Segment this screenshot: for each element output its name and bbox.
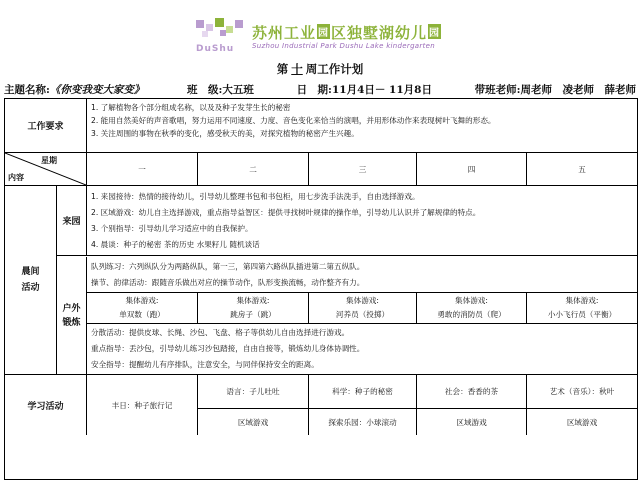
corner-content-label: 内容 [8,173,24,182]
learning-thu-top: 社会：香香的茶 [417,375,527,409]
day-header-thu: 四 [417,153,527,185]
days-header-row [5,153,637,186]
outdoor-divider [87,323,637,324]
learning-wed-top: 科学：种子的秘密 [309,375,417,409]
day-header-wed: 三 [309,153,417,185]
requirement-item: 3. 关注周围的事物在秋季的变化，感受秋天的美，对探究植物的秘密产生兴趣。 [91,129,359,138]
arrival-label: 来园 [57,186,87,256]
group-game-tue: 集体游戏: 跳房子（跳） [198,293,309,323]
day-header-tue: 二 [198,153,309,185]
outdoor-intro-item: 队列练习：六列纵队分为两路纵队，第一三，第四第六路纵队插进第二第五纵队。 [91,262,365,271]
outdoor-notes [87,325,637,374]
requirements-content [87,101,637,152]
morning-label: 晨间 活动 [5,186,57,374]
learning-tue-top: 语言：子儿吐吐 [198,375,309,409]
teachers-info: 带班老师:周老师 凌老师 薛老师 [474,84,636,96]
group-game-mon: 集体游戏: 单双数（跑） [87,293,198,323]
weekly-plan-table [4,98,638,480]
learning-thu-bottom: 区域游戏 [417,409,527,435]
outdoor-label: 户外 锻炼 [57,257,87,374]
outdoor-intro [87,259,637,295]
requirements-row [5,99,637,153]
learning-wed-bottom: 探索乐园：小球滚动 [309,409,417,435]
outdoor-note: 安全指导：提醒幼儿有序排队，注意安全，与同伴保持安全的距离。 [91,360,319,369]
theme-info: 主题名称:《你变我变大家变》 [4,84,145,96]
learning-fri-bottom: 区域游戏 [566,417,598,427]
group-game-wed: 集体游戏: 河养员（投掷） [309,293,417,323]
kindergarten-logo [190,16,470,56]
arrival-item: 1. 来园接待：热情的接待幼儿，引导幼儿整理书包和书包柜，用七步洗手法洗手，自由选择游戏。 [91,192,420,201]
learning-tue-bottom: 区域游戏 [198,409,309,435]
group-game-thu: 集体游戏: 勇敢的消防员（爬） [417,293,527,323]
learning-fri-top: 艺术（音乐）：秋叶 [527,375,637,409]
arrival-item: 4. 晨谈：种子的秘密 茶的历史 水果籽儿 随机谈话 [91,240,260,249]
logo-english-name: Suzhou Industrial Park Dushu Lake kindergarten [252,42,435,50]
logo-chinese-name: 苏州工业 园 区独墅湖幼儿 园 [252,24,441,42]
group-game-fri: 集体游戏: 小小飞行员（平衡） [547,296,617,319]
day-header-mon: 一 [87,153,198,185]
arrival-item: 3. 个别指导：引导幼儿学习适应中的自我保护。 [91,224,253,233]
corner-weekday-label: 星期 [41,156,57,165]
learning-label: 学习活动 [5,375,87,435]
info-line [4,82,636,97]
requirement-item: 2. 能用自然美好的声音歌唱，努力运用不同速度、力度、音色变化来恰当的演唱，并用形体动作来表现树叶飞舞的形态。 [91,116,496,125]
outdoor-note: 重点指导：丢沙包，引导幼儿练习沙包踏接，自由自接等，锻炼幼儿身体协调性。 [91,344,365,353]
requirement-item: 1. 了解植物各个部分组成名称，以及及种子发芽生长的秘密 [91,103,291,112]
day-header-fri: 五 [578,164,586,174]
week-number: 十 [291,62,303,76]
requirements-label: 工作要求 [5,99,87,152]
date-info: 日 期:11月4日－ 11月8日 [296,84,432,96]
logo-dushu-text: DuShu [196,44,235,54]
class-info: 班 级:大五班 [187,84,254,96]
outdoor-note: 分散活动：提供皮球、长绳、沙包、飞盘、格子等供幼儿自由选择进行游戏。 [91,328,350,337]
days-corner-cell [5,153,87,185]
arrival-item: 2. 区域游戏：幼儿自主选择游戏，重点指导益智区：提供寻找树叶规律的操作单，引导幼儿认识并了解规律的特点。 [91,208,481,217]
learning-block [5,375,637,479]
learning-monday: 丰日：种子旅行记 [87,375,198,435]
outdoor-intro-item: 操节、韵律活动：跟随音乐做出对应的操节动作，队形变换流畅，动作整齐有力。 [91,278,365,287]
arrival-content [87,186,637,256]
page-title: 第 十 周工作计划 [276,62,364,76]
morning-block [5,186,637,375]
